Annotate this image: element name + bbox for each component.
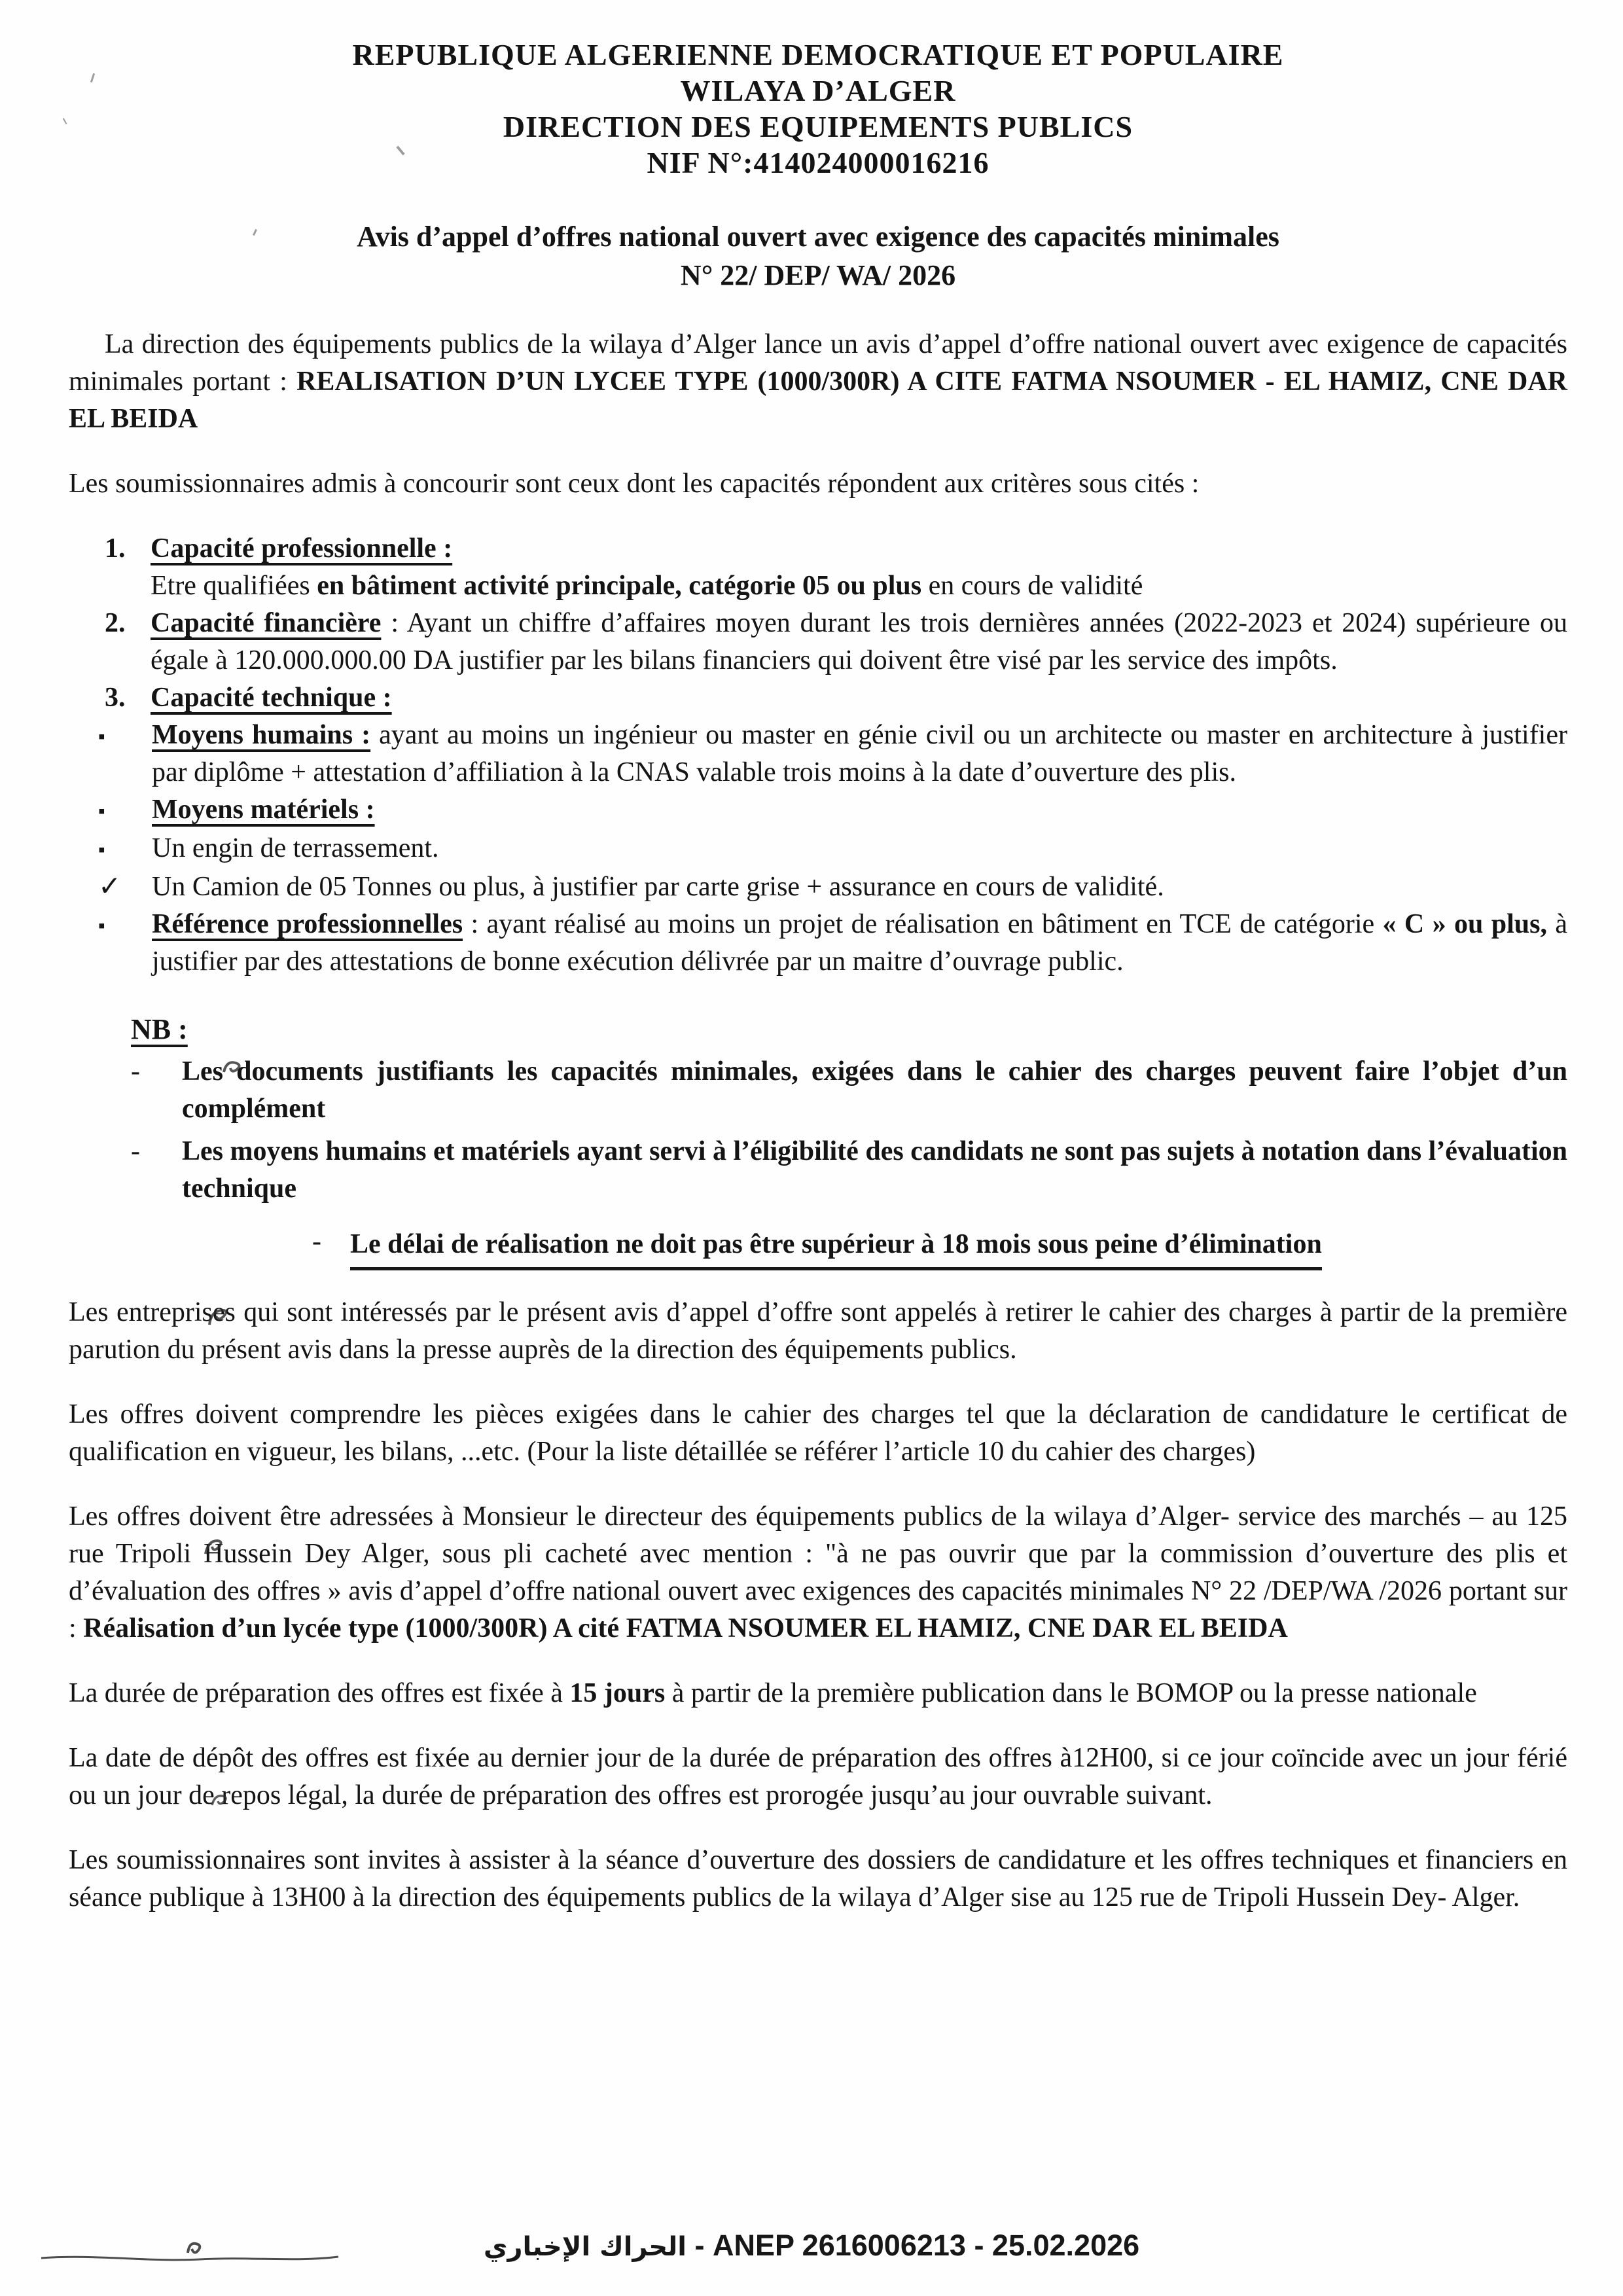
duree-text-pre: La durée de préparation des offres est fixée à [69,1678,570,1708]
human-means-title: Moyens humains : [152,720,371,750]
deadline-line [312,1226,1567,1270]
criterion-1-title: Capacité professionnelle : [151,533,453,564]
square-bullet-icon: ▪ [98,726,105,747]
square-bullet-icon: ▪ [98,800,105,822]
document-content [69,37,1567,1944]
material-means-row [98,791,1567,830]
notice-title-line1: Avis d’appel d’offres national ouvert avec exigence des capacités minimales [357,221,1279,253]
material-means-title: Moyens matériels : [152,795,375,825]
checkmark-icon: ✓ [98,872,122,902]
criterion-2-row [105,605,1567,679]
criterion-2-body-text: : Ayant un chiffre d’affaires moyen durant les trois dernières années (2022-2023 et 2024) supérieure ou égale à 120.000.000.00 DA justifier par les bilans financiers qui doivent être visé par les service des impôts. [151,608,1567,675]
letterhead-wilaya-line: WILAYA D’ALGER [680,74,956,107]
notice-title [69,217,1567,295]
eligibility-line: Les soumissionnaires admis à concourir sont ceux dont les capacités répondent aux critères sous cités : [69,469,1200,499]
deadline-text: Le délai de réalisation ne doit pas être supérieur à 18 mois sous peine d’élimination [350,1226,1322,1270]
reference-text-pre: : ayant réalisé au moins un projet de réalisation en bâtiment en TCE de catégorie [463,909,1383,939]
adresse-paragraph [69,1498,1567,1647]
reference-text-post: à justifier par des attestations de bonne exécution délivrée par un maitre d’ouvrage public. [152,909,1567,977]
dash-bullet: - [312,1227,321,1257]
letterhead-nif-line: NIF N°:414024000016216 [647,146,990,179]
scan-artifact-pen-mark [200,1532,230,1560]
nb-item-2-row [131,1133,1567,1208]
criterion-1-body-bold: en bâtiment activité principale, catégorie 05 ou plus [317,571,922,601]
dash-bullet: - [131,1136,140,1166]
scan-artifact-pen-mark [220,1054,250,1080]
nb-item-2-text: Les moyens humains et matériels ayant servi à l’éligibilité des candidats ne sont pas sujets à notation dans l’évaluation technique [182,1136,1567,1204]
criterion-2-number: 2. [105,608,126,638]
criteria-list [69,530,1567,980]
notice-title-line2: N° 22/ DEP/ WA/ 2026 [680,259,956,291]
human-means-text: ayant au moins un ingénieur ou master en génie civil ou un architecte ou master en architecture à justifier par diplôme + attestation d’affiliation à la CNAS valable trois moins à la date d’ouverture des plis. [152,720,1567,787]
criterion-3-title: Capacité technique : [151,683,392,713]
scan-artifact-pen-mark [204,1302,234,1331]
adresse-text: Les offres doivent être adressées à Monsieur le directeur des équipements publics de la wilaya d’Alger- service des marchés – au 125 rue Tripoli Hussein Dey Alger, sous pli cacheté avec mention : "à ne pas ouvrir que par la commission d’ouverture des plis et d’évaluation des offres » avis d’appel d’offre national ouvert avec exigences des capacités minimales N° 22 /DEP/WA /2026 portant sur : [69,1501,1567,1643]
dash-bullet: - [131,1056,140,1086]
adresse-project-name: Réalisation d’un lycée type (1000/300R) A cité FATMA NSOUMER EL HAMIZ, CNE DAR EL BEIDA [83,1613,1288,1643]
material-means-title-wrap [152,791,1567,830]
square-bullet-icon: ▪ [98,839,105,861]
intro-text: La direction des équipements publics de la wilaya d’Alger lance un avis d’appel d’offre national ouvert avec exigence de capacités minimales portant : [69,329,1567,397]
reference-row [98,906,1567,980]
footer-anep-number: ANEP 2616006213 - 25.02.2026 [712,2229,1140,2262]
letterhead [69,37,1567,181]
reference-body [152,906,1567,980]
criterion-1-body-pre: Etre qualifiées [151,571,317,601]
criterion-3-number: 3. [105,683,126,713]
criterion-1-row [105,530,1567,567]
digger-text: Un engin de terrassement. [152,833,439,863]
criterion-3-title-wrap [151,679,1567,717]
criterion-1-body [151,567,1567,605]
criterion-3-row [105,679,1567,717]
nb-item-1-row [131,1053,1567,1128]
contenu-paragraph: Les offres doivent comprendre les pièces exigées dans le cahier des charges tel que la déclaration de candidature le certificat de qualification en vigueur, les bilans, ...etc. (Pour la liste détaillée se référer l’article 10 du cahier des charges) [69,1399,1567,1467]
criterion-1-number: 1. [105,533,126,564]
truck-row [98,869,1567,906]
criterion-1-title-wrap [151,530,1567,567]
nb-title: NB : [131,1013,188,1045]
criterion-2-title: Capacité financière [151,608,382,638]
footer-arabic-source: الحراك الإخباري [483,2232,687,2262]
retrait-paragraph: Les entreprises qui sont intéressés par le présent avis d’appel d’offre sont appelés à retirer le cahier des charges à partir de la première parution du présent avis dans la presse auprès de la direction des équipements publics. [69,1297,1567,1365]
duree-text-post: à partir de la première publication dans le BOMOP ou la presse nationale [665,1678,1477,1708]
letterhead-republic-line: REPUBLIQUE ALGERIENNE DEMOCRATIQUE ET POPULAIRE [352,38,1284,71]
letterhead-direction-line: DIRECTION DES EQUIPEMENTS PUBLICS [503,110,1133,143]
reference-text-bold: « C » ou plus, [1382,909,1547,939]
nb-block [131,1011,1567,1208]
footer-separator: - [686,2229,713,2262]
nb-item-1-text: Les documents justifiants les capacités minimales, exigées dans le cahier des charges peuvent faire l’objet d’un complément [182,1056,1567,1124]
scan-artifact-bottom-squiggle [36,2233,344,2272]
digger-row [98,830,1567,869]
scan-artifact [63,118,67,124]
depot-paragraph: La date de dépôt des offres est fixée au dernier jour de la durée de préparation des offres à12H00, si ce jour coïncide avec un jour férié ou un jour de repos légal, la durée de préparation des offres est prorogée jusqu’au jour ouvrable suivant. [69,1743,1567,1810]
scan-artifact-pen-mark [208,1787,234,1812]
intro-paragraph [69,326,1567,438]
truck-text: Un Camion de 05 Tonnes ou plus, à justifier par carte grise + assurance en cours de validité. [152,872,1164,902]
duree-days-bold: 15 jours [569,1678,666,1708]
duree-paragraph [69,1675,1567,1712]
intro-project-name: REALISATION D’UN LYCEE TYPE (1000/300R) A CITE FATMA NSOUMER - EL HAMIZ, CNE DAR EL BEIDA [69,367,1567,434]
human-means-row [98,717,1567,791]
ouverture-paragraph: Les soumissionnaires sont invites à assister à la séance d’ouverture des dossiers de candidature et les offres techniques et financiers en séance publique à 13H00 à la direction des équipements publics de la wilaya d’Alger sise au 125 rue de Tripoli Hussein Dey- Alger. [69,1845,1567,1912]
human-means-body [152,717,1567,791]
criterion-1-body-post: en cours de validité [921,571,1143,601]
square-bullet-icon: ▪ [98,915,105,937]
criterion-2-body [151,605,1567,679]
reference-title: Référence professionnelles [152,909,463,939]
